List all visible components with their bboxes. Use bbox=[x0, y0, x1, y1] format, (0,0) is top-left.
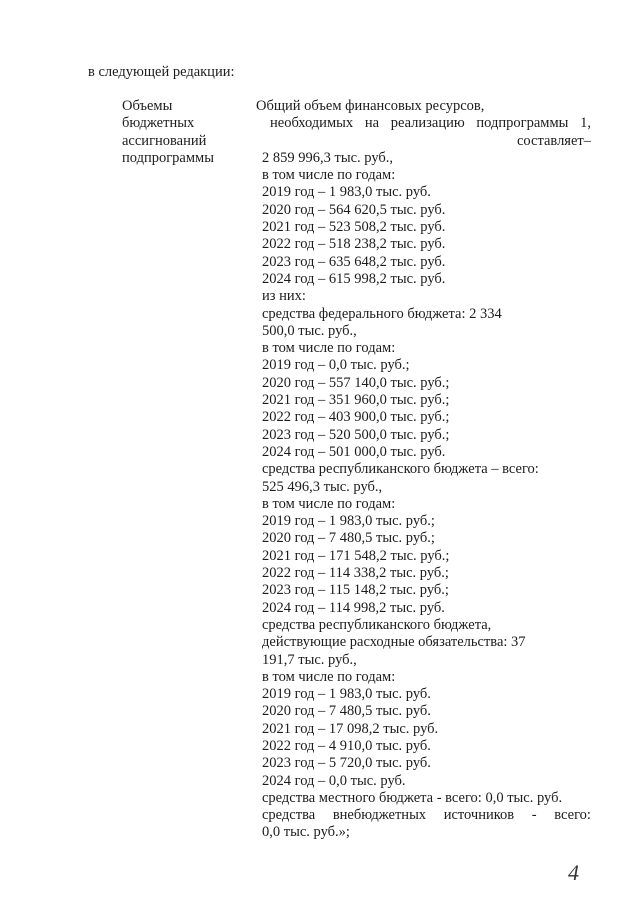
details-line: 525 496,3 тыс. руб., bbox=[262, 478, 383, 495]
intro-text: в следующей редакции: bbox=[88, 64, 235, 80]
details-line: 2021 год – 523 508,2 тыс. руб. bbox=[262, 219, 446, 236]
details-line: 2023 год – 520 500,0 тыс. руб.; bbox=[262, 426, 450, 443]
details-line: 2024 год – 0,0 тыс. руб. bbox=[262, 772, 406, 789]
details-line: 2020 год – 564 620,5 тыс. руб. bbox=[262, 201, 446, 218]
word: подпрограммы bbox=[476, 115, 569, 132]
word: необходимых bbox=[270, 115, 354, 132]
details-line: Общий объем финансовых ресурсов, bbox=[256, 98, 485, 114]
details-line: 2022 год – 114 338,2 тыс. руб.; bbox=[262, 565, 449, 582]
details-line: 2021 год – 17 098,2 тыс. руб. bbox=[262, 720, 439, 737]
details-line-justified bbox=[256, 115, 591, 132]
details-line: 2022 год – 403 900,0 тыс. руб.; bbox=[262, 409, 450, 426]
details-line: 2019 год – 0,0 тыс. руб.; bbox=[262, 357, 410, 374]
details-line-justified bbox=[256, 807, 591, 824]
word: всего: bbox=[554, 807, 591, 824]
details-list bbox=[256, 150, 591, 807]
details-line: средства республиканского бюджета – всего: bbox=[262, 461, 539, 478]
details-line: 2023 год – 5 720,0 тыс. руб. bbox=[262, 755, 431, 772]
label-line: подпрограммы bbox=[122, 149, 214, 166]
label-line: ассигнований bbox=[122, 132, 207, 149]
details-line: 2024 год – 615 998,2 тыс. руб. bbox=[262, 270, 446, 287]
details-line: 2021 год – 171 548,2 тыс. руб.; bbox=[262, 547, 450, 564]
details-line: 2020 год – 557 140,0 тыс. руб.; bbox=[262, 374, 450, 391]
details-line: средства республиканского бюджета, bbox=[262, 616, 492, 633]
details-line: 2022 год – 4 910,0 тыс. руб. bbox=[262, 737, 431, 754]
label-line: Объемы bbox=[122, 98, 173, 114]
word: 1, bbox=[580, 115, 591, 132]
word: на bbox=[364, 115, 380, 132]
details-line: 2022 год – 518 238,2 тыс. руб. bbox=[262, 236, 446, 253]
details-line: 0,0 тыс. руб.»; bbox=[262, 824, 350, 841]
word: источников bbox=[443, 807, 515, 824]
details-line: составляет– bbox=[516, 132, 591, 149]
details-line: 2023 год – 635 648,2 тыс. руб. bbox=[262, 253, 446, 270]
details-line: 2019 год – 1 983,0 тыс. руб.; bbox=[262, 513, 435, 530]
details-line: 2020 год – 7 480,5 тыс. руб. bbox=[262, 703, 431, 720]
details-line: 191,7 тыс. руб., bbox=[262, 651, 357, 668]
word: реализацию bbox=[390, 115, 465, 132]
details-line: 2020 год – 7 480,5 тыс. руб.; bbox=[262, 530, 435, 547]
label-line: бюджетных bbox=[122, 115, 195, 132]
details-line: 2021 год – 351 960,0 тыс. руб.; bbox=[262, 392, 450, 409]
details-line: 2019 год – 1 983,0 тыс. руб. bbox=[262, 184, 431, 201]
budget-details bbox=[256, 98, 591, 842]
details-line: 2019 год – 1 983,0 тыс. руб. bbox=[262, 686, 431, 703]
word: - bbox=[531, 807, 537, 824]
details-line: из них: bbox=[262, 288, 306, 305]
details-line: действующие расходные обязательства: 37 bbox=[262, 634, 526, 651]
page-number: 4 bbox=[568, 860, 579, 885]
word: внебюджетных bbox=[332, 807, 427, 824]
budget-label bbox=[122, 98, 214, 167]
details-line: в том числе по годам: bbox=[262, 668, 396, 685]
details-line: 2 859 996,3 тыс. руб., bbox=[262, 149, 394, 166]
details-line: в том числе по годам: bbox=[262, 340, 396, 357]
details-line: 2024 год – 114 998,2 тыс. руб. bbox=[262, 599, 445, 616]
details-line: средства местного бюджета - всего: 0,0 тыс. руб. bbox=[262, 789, 563, 806]
details-line: 2023 год – 115 148,2 тыс. руб.; bbox=[262, 582, 449, 599]
details-line: в том числе по годам: bbox=[262, 495, 396, 512]
details-line: в том числе по годам: bbox=[262, 167, 396, 184]
details-line: 500,0 тыс. руб., bbox=[262, 322, 357, 339]
word: средства bbox=[262, 807, 316, 824]
details-line: 2024 год – 501 000,0 тыс. руб. bbox=[262, 443, 446, 460]
details-line: средства федерального бюджета: 2 334 bbox=[262, 305, 502, 322]
